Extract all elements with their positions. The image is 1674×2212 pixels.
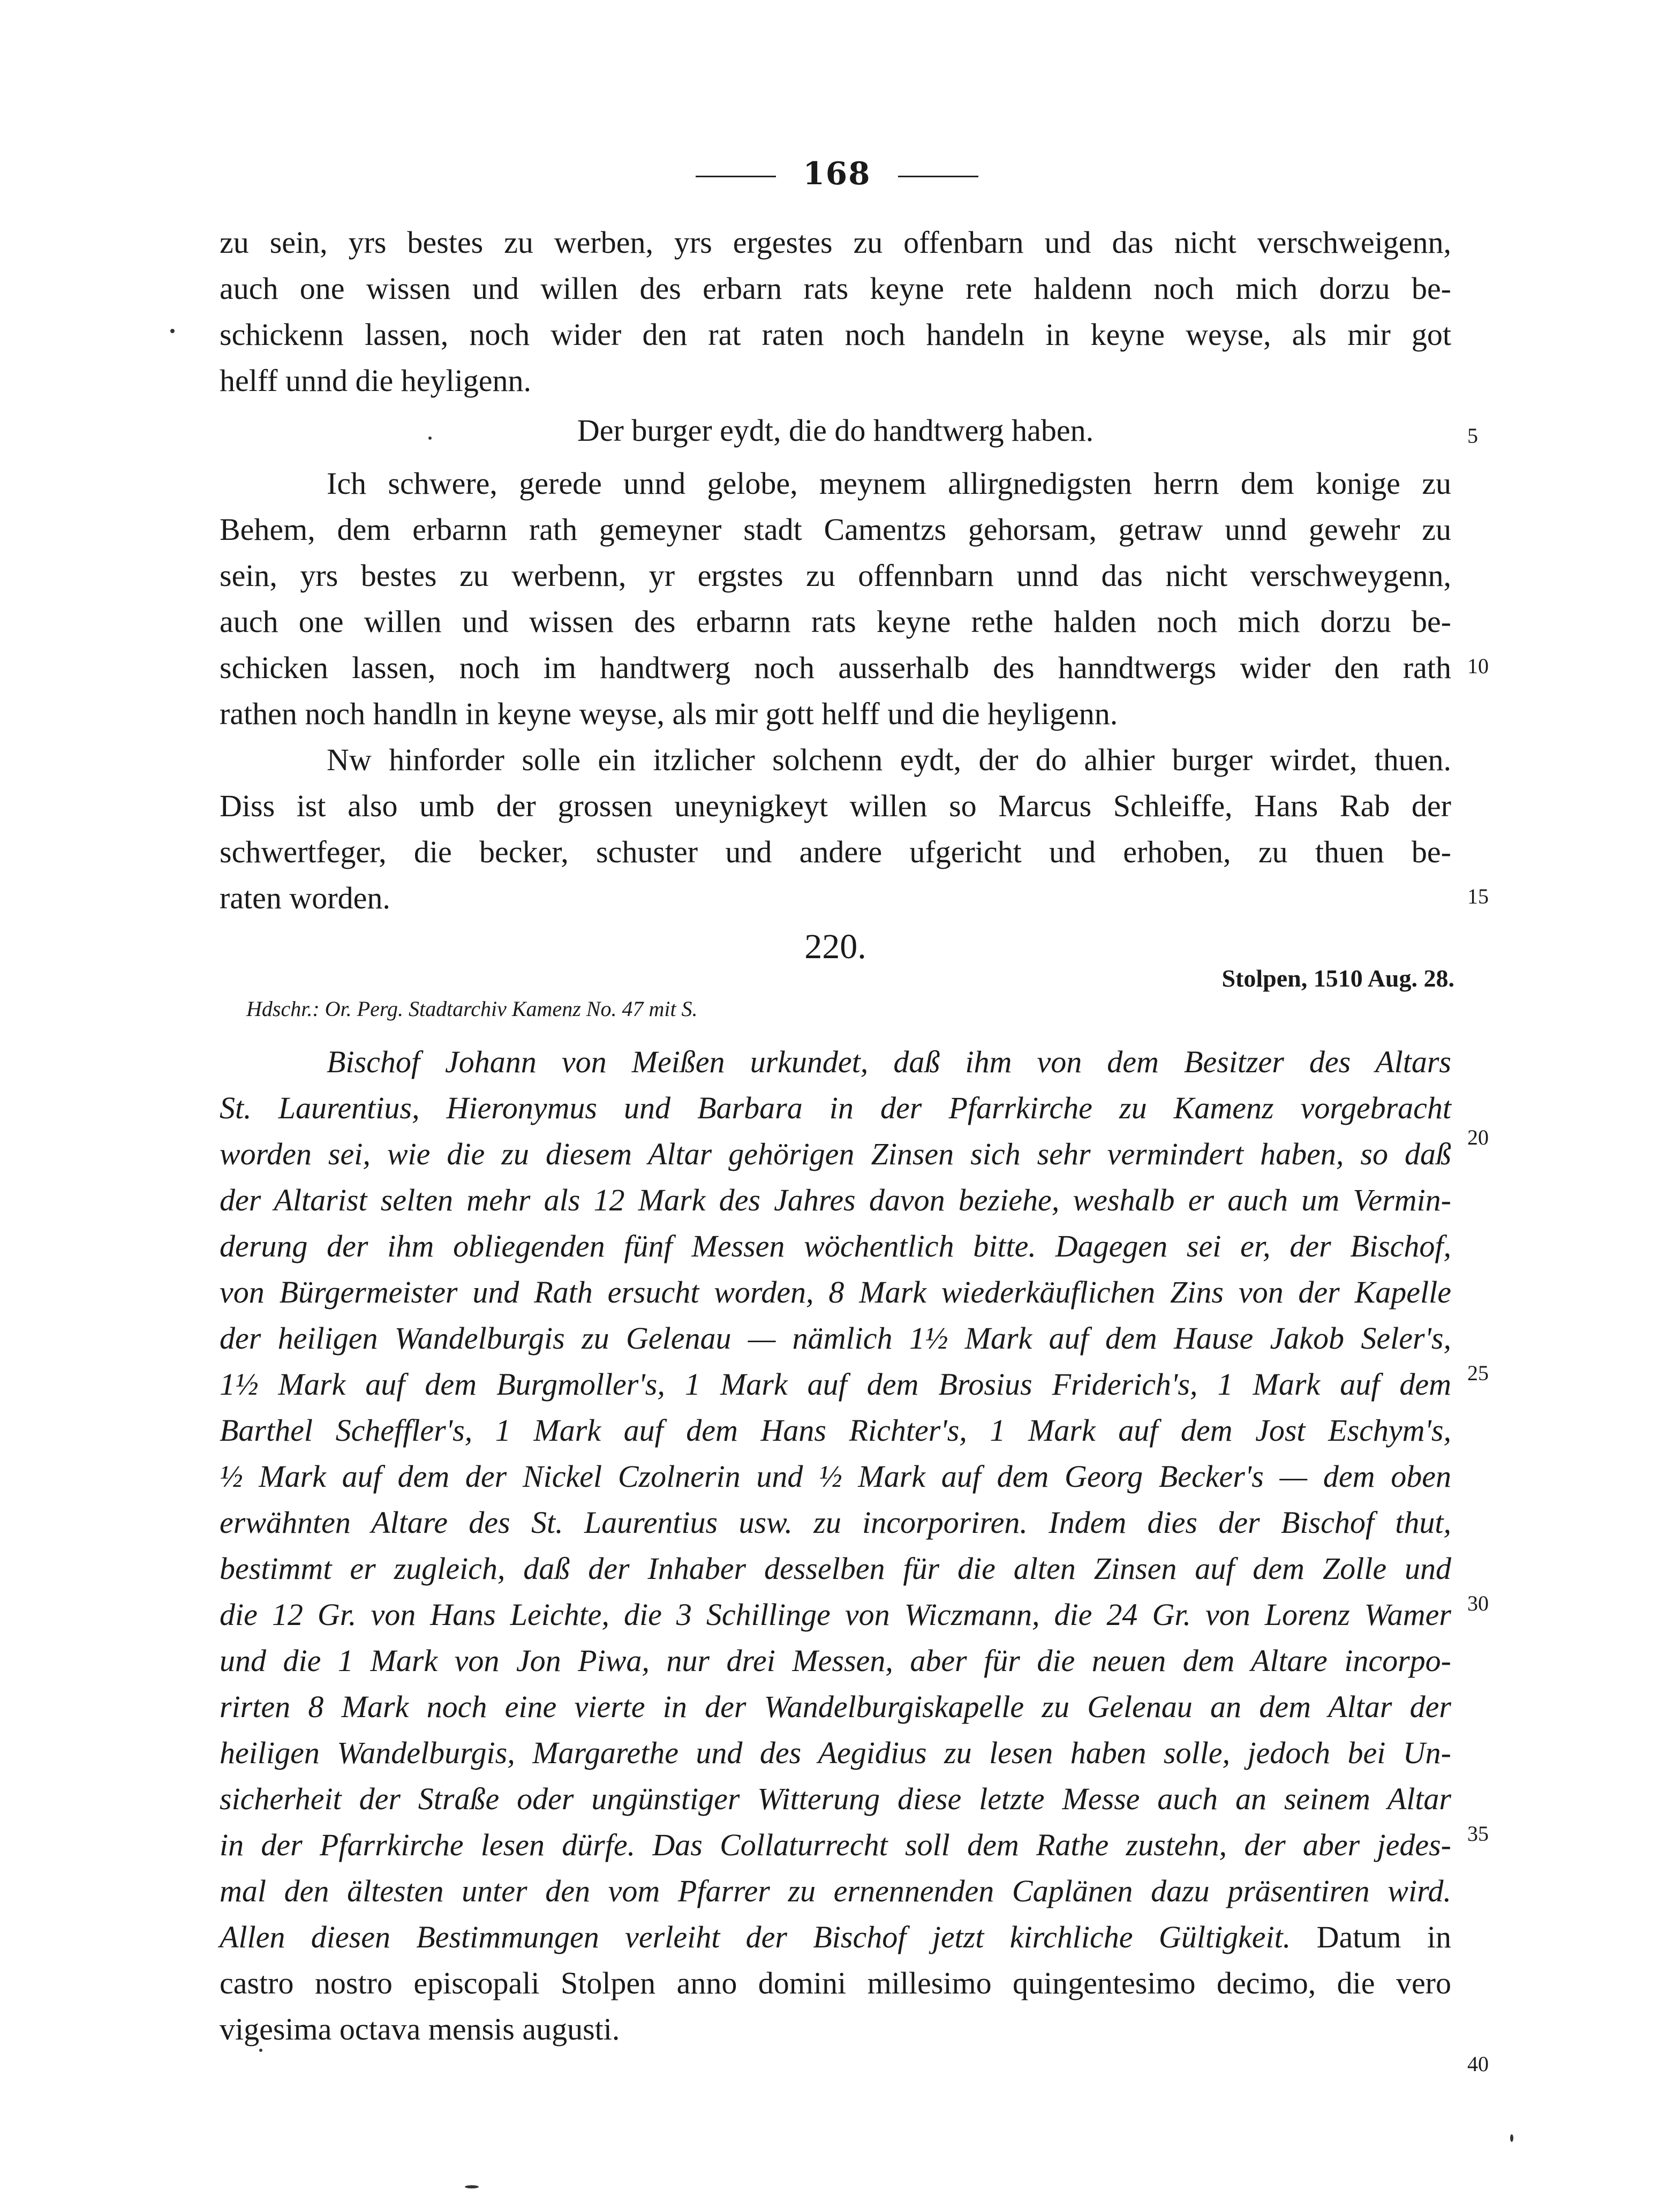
header-rule-right [898, 176, 978, 177]
text-line: schickenn lassen, noch wider den rat raten noch handeln in keyne weyse, als mir got [220, 317, 1451, 352]
text-line: sicherheit der Straße oder ungünstiger Witterung diese letzte Messe auch an seinem Altar [220, 1781, 1451, 1816]
text-line: Ich schwere, gerede unnd gelobe, meynem allirgnedigsten herrn dem konige zu [327, 466, 1451, 501]
text-line: auch one willen und wissen des erbarnn rats keyne rethe halden noch mich dorzu be- [220, 604, 1451, 639]
text-line: der Altarist selten mehr als 12 Mark des Jahres davon beziehe, weshalb er auch um Vermin- [220, 1183, 1451, 1217]
paragraph-oath-end [220, 220, 1451, 404]
text-line: vigesima octava mensis augusti. [220, 2012, 620, 2047]
text-line: Diss ist also umb der grossen uneynigkeyt willen so Marcus Schleiffe, Hans Rab der [220, 788, 1451, 823]
text-line: der heiligen Wandelburgis zu Gelenau — nämlich 1½ Mark auf dem Hause Jakob Seler's, [220, 1321, 1451, 1356]
text-line: derung der ihm obliegenden fünf Messen wöchentlich bitte. Dagegen sei er, der Bischof, [220, 1229, 1451, 1263]
paragraph-note [220, 737, 1451, 921]
page-number: 168 [803, 155, 871, 192]
text-line: rathen noch handln in keyne weyse, als mir gott helff und die heyligenn. [220, 696, 1118, 731]
text-line: rirten 8 Mark noch eine vierte in der Wandelburgiskapelle zu Gelenau an dem Altar der [220, 1689, 1451, 1724]
place-date: Stolpen, 1510 Aug. 28. [1221, 965, 1454, 992]
scan-speck [259, 2049, 262, 2052]
scan-speck [170, 329, 175, 333]
line-number: 30 [1467, 1591, 1489, 1615]
text-line: schicken lassen, noch im handtwerg noch ausserhalb des hanndtwergs wider den rath [220, 650, 1451, 685]
text-line: in der Pfarrkirche lesen dürfe. Das Collaturrecht soll dem Rathe zustehn, der aber jedes- [220, 1827, 1451, 1862]
text-line: mal den ältesten unter den vom Pfarrer zu ernennenden Caplänen dazu präsentiren wird. [220, 1874, 1451, 1908]
text-line: helff unnd die heyligenn. [220, 363, 532, 398]
paragraph-craftsmen-oath [220, 461, 1451, 737]
line-number: 35 [1467, 1822, 1489, 1846]
line-number: 40 [1467, 2052, 1489, 2076]
text-line: 1½ Mark auf dem Burgmoller's, 1 Mark auf dem Brosius Friderich's, 1 Mark auf dem [220, 1367, 1451, 1402]
scan-speck [428, 437, 432, 440]
text-line: Bischof Johann von Meißen urkundet, daß ihm von dem Besitzer des Altars [327, 1044, 1451, 1079]
text-line: sein, yrs bestes zu werbenn, yr ergstes zu offennbarn unnd das nicht verschweygenn, [220, 558, 1451, 593]
text-line [220, 1914, 1451, 1960]
text-line: heiligen Wandelburgis, Margarethe und des Aegidius zu lesen haben solle, jedoch bei Un- [220, 1735, 1451, 1770]
source-note: Hdschr.: Or. Perg. Stadtarchiv Kamenz No. 47 mit S. [246, 997, 698, 1021]
text-line: erwähnten Altare des St. Laurentius usw. zu incorporiren. Indem dies der Bischof thut, [220, 1505, 1451, 1540]
text-line: raten worden. [220, 881, 390, 915]
line-number: 25 [1467, 1361, 1489, 1385]
text-line: ½ Mark auf dem der Nickel Czolnerin und ½ Mark auf dem Georg Becker's — dem oben [220, 1459, 1451, 1494]
text-line: Barthel Scheffler's, 1 Mark auf dem Hans Richter's, 1 Mark auf dem Jost Eschym's, [220, 1413, 1451, 1448]
text-line: und die 1 Mark von Jon Piwa, nur drei Messen, aber für die neuen dem Altare incorpo- [220, 1643, 1451, 1678]
final-italic-sentence: Allen diesen Bestimmungen verleiht der Bischof jetzt kirchliche Gültigkeit. [220, 1920, 1291, 1954]
text-line: auch one wissen und willen des erbarn rats keyne rete haldenn noch mich dorzu be- [220, 271, 1451, 306]
text-line: von Bürgermeister und Rath ersucht worden, 8 Mark wiederkäuflichen Zins von der Kapelle [220, 1275, 1451, 1310]
text-line: bestimmt er zugleich, daß der Inhaber desselben für die alten Zinsen auf dem Zolle und [220, 1551, 1451, 1586]
text-line: worden sei, wie die zu diesem Altar gehörigen Zinsen sich sehr vermindert haben, so daß [220, 1137, 1451, 1171]
document-number: 220. [804, 927, 866, 966]
text-line: schwertfeger, die becker, schuster und andere ufgericht und erhoben, zu thuen be- [220, 834, 1451, 869]
closing-latin [220, 1960, 1451, 2052]
header-rule-left [696, 176, 776, 177]
oath-heading: Der burger eydt, die do handtwerg haben. [577, 413, 1094, 448]
text-line: St. Laurentius, Hieronymus und Barbara in der Pfarrkirche zu Kamenz vorgebracht [220, 1090, 1451, 1125]
regest-paragraph [220, 1039, 1451, 1960]
line-number: 5 [1467, 424, 1478, 448]
scan-speck [465, 2185, 479, 2188]
line-number: 15 [1467, 884, 1489, 908]
text-line: castro nostro episcopali Stolpen anno domini millesimo quingentesimo decimo, die vero [220, 1966, 1451, 2000]
page-header [0, 155, 1674, 192]
line-number: 20 [1467, 1125, 1489, 1149]
text-line: Nw hinforder solle ein itzlicher solchenn eydt, der do alhier burger wirdet, thuen. [327, 742, 1451, 777]
text-line: die 12 Gr. von Hans Leichte, die 3 Schillinge von Wiczmann, die 24 Gr. von Lorenz Wamer [220, 1597, 1451, 1632]
text-line: zu sein, yrs bestes zu werben, yrs ergestes zu offenbarn und das nicht verschweigenn, [220, 225, 1451, 260]
final-roman-words: Datum in [1316, 1920, 1451, 1954]
line-number: 10 [1467, 654, 1489, 678]
scan-speck [1510, 2134, 1513, 2142]
text-line: Behem, dem erbarnn rath gemeyner stadt Camentzs gehorsam, getraw unnd gewehr zu [220, 512, 1451, 547]
